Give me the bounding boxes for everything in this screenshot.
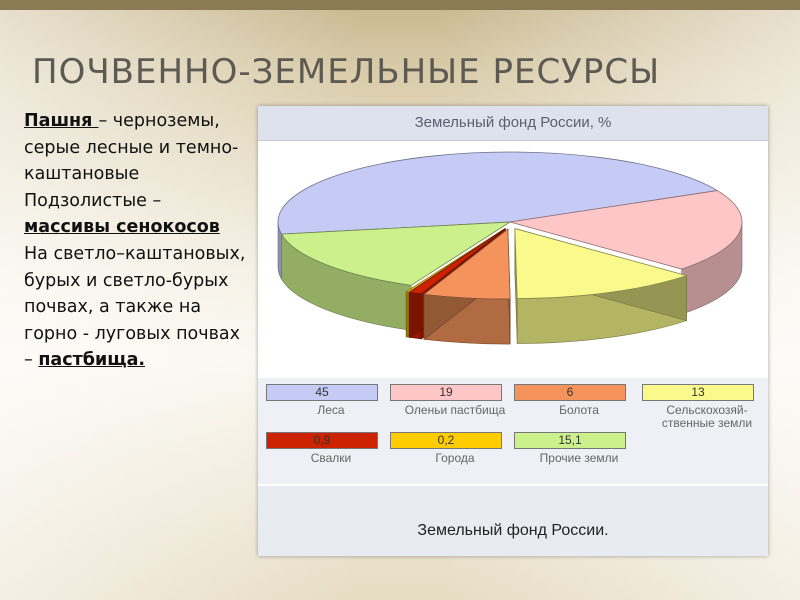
pie-chart [258,140,768,378]
legend-value-свалки: 0,9 [266,432,378,449]
legend-label-оленьи-пастбища: Оленьи пастбища [404,403,506,417]
slide-text-block [24,108,252,374]
legend-label-леса: Леса [317,403,345,417]
legend-label-свалки: Свалки [310,451,352,465]
legend-label-болота: Болота [559,403,599,417]
legend-label-прочие-земли: Прочие земли [539,451,619,465]
text-pasture-desc: На светло–каштановых, бурых и светло-бурых почвах, а также на горно - луговых почвах – [24,243,246,371]
legend-value-болота: 6 [514,384,626,401]
legend-label-сельскохозяй-ственные-земли: Сельскохозяй-ственные земли [661,403,753,430]
legend-label-города: Города [435,451,475,465]
legend-value-прочие-земли: 15,1 [514,432,626,449]
top-decor-bar [0,0,800,10]
legend-value-леса: 45 [266,384,378,401]
legend-value-оленьи-пастбища: 19 [390,384,502,401]
slide-title: ПОЧВЕННО-ЗЕМЕЛЬНЫЕ РЕСУРСЫ [32,52,661,92]
chart-container [258,106,768,556]
text-pasture-term: пастбища. [38,350,146,371]
chart-title: Земельный фонд России, % [414,114,612,131]
text-arable-term: Пашня [24,111,99,131]
legend-value-сельскохозяй-ственные-земли: 13 [642,384,754,401]
text-arable-desc: – черноземы, серые лесные и темно-каштановые Подзолистые – [24,111,239,211]
text-hayfields-term: массивы сенокосов [24,217,220,238]
legend-value-города: 0,2 [390,432,502,449]
chart-caption: Земельный фонд России. [417,522,609,539]
caption-panel [258,486,768,556]
